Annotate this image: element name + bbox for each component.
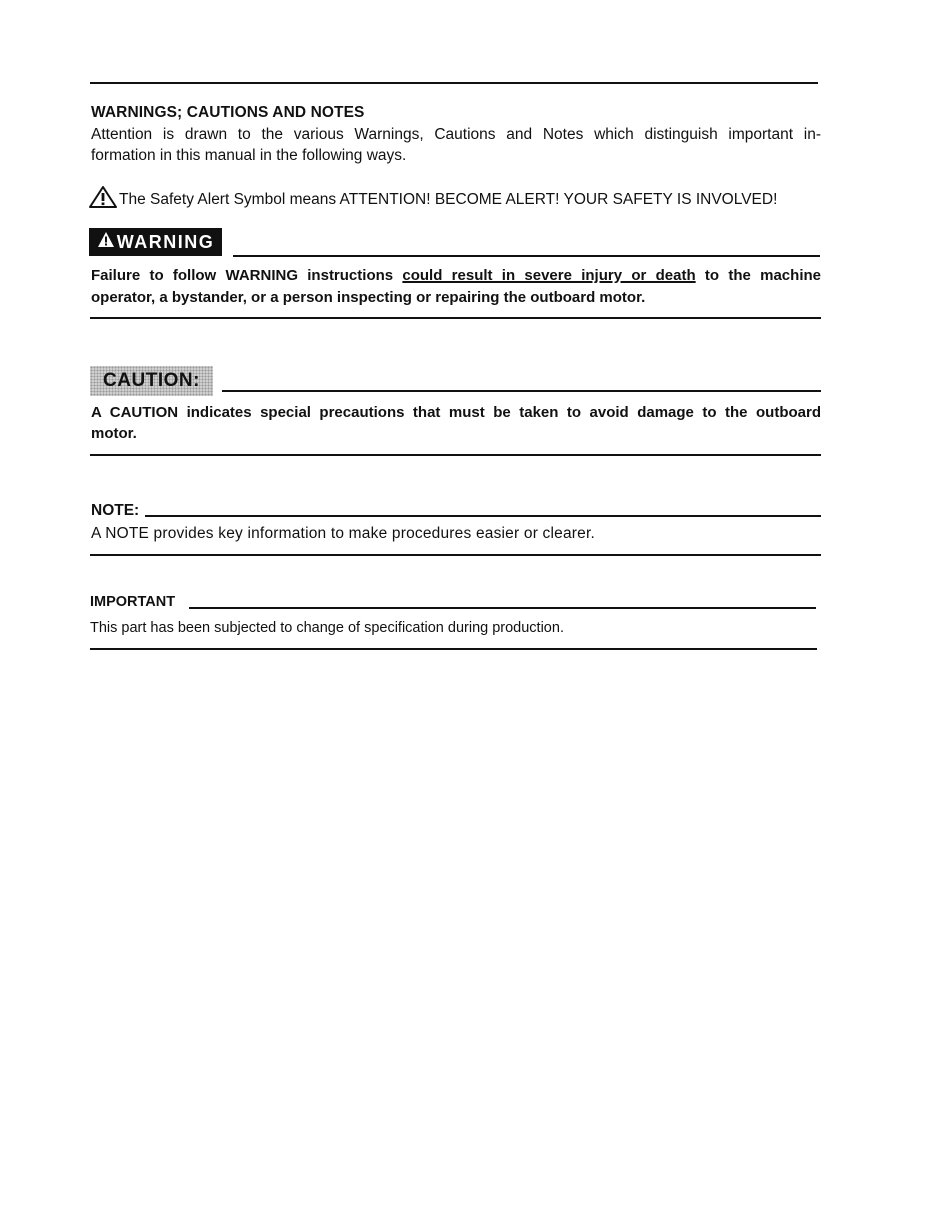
safety-alert-text: The Safety Alert Symbol means ATTENTION! BECOME ALERT! YOUR SAFETY IS INVOLVED! [119, 190, 778, 208]
important-bottom-rule [90, 648, 817, 650]
warning-text-line-1 [91, 266, 821, 286]
warning-bottom-rule [90, 317, 821, 319]
caution-label: CAUTION: [90, 366, 213, 396]
note-header-rule [145, 515, 821, 517]
warning-triangle-icon [97, 231, 117, 253]
warning-text-post: to the machine [695, 267, 821, 284]
safety-alert-triangle-icon [88, 185, 119, 214]
intro-line-2: formation in this manual in the following ways. [91, 147, 407, 164]
top-rule [90, 82, 818, 84]
note-bottom-rule [90, 554, 821, 556]
caution-text-line-1: A CAUTION indicates special precautions that must be taken to avoid damage to the outboard [91, 404, 821, 421]
note-text: A NOTE provides key information to make procedures easier or clearer. [91, 525, 595, 542]
note-label: NOTE: [91, 502, 140, 519]
warning-text-line-2: operator, a bystander, or a person inspecting or repairing the outboard motor. [91, 289, 646, 306]
important-text: This part has been subjected to change of specification during production. [90, 620, 564, 636]
intro-line-1: Attention is drawn to the various Warnings, Cautions and Notes which distinguish important in- [91, 126, 821, 143]
section-heading: WARNINGS; CAUTIONS AND NOTES [91, 104, 365, 121]
warning-label [89, 228, 222, 256]
important-header-rule [189, 607, 816, 609]
caution-text-line-2: motor. [91, 425, 137, 442]
caution-header-rule [222, 390, 821, 392]
safety-alert-statement [88, 185, 777, 214]
warning-label-text: WARNING [116, 231, 215, 252]
warning-text-pre: Failure to follow WARNING instructions [91, 267, 403, 284]
important-label: IMPORTANT [90, 594, 176, 610]
caution-bottom-rule [90, 454, 821, 456]
warning-text-underlined: could result in severe injury or death [402, 267, 696, 284]
warning-header-rule [233, 255, 820, 257]
